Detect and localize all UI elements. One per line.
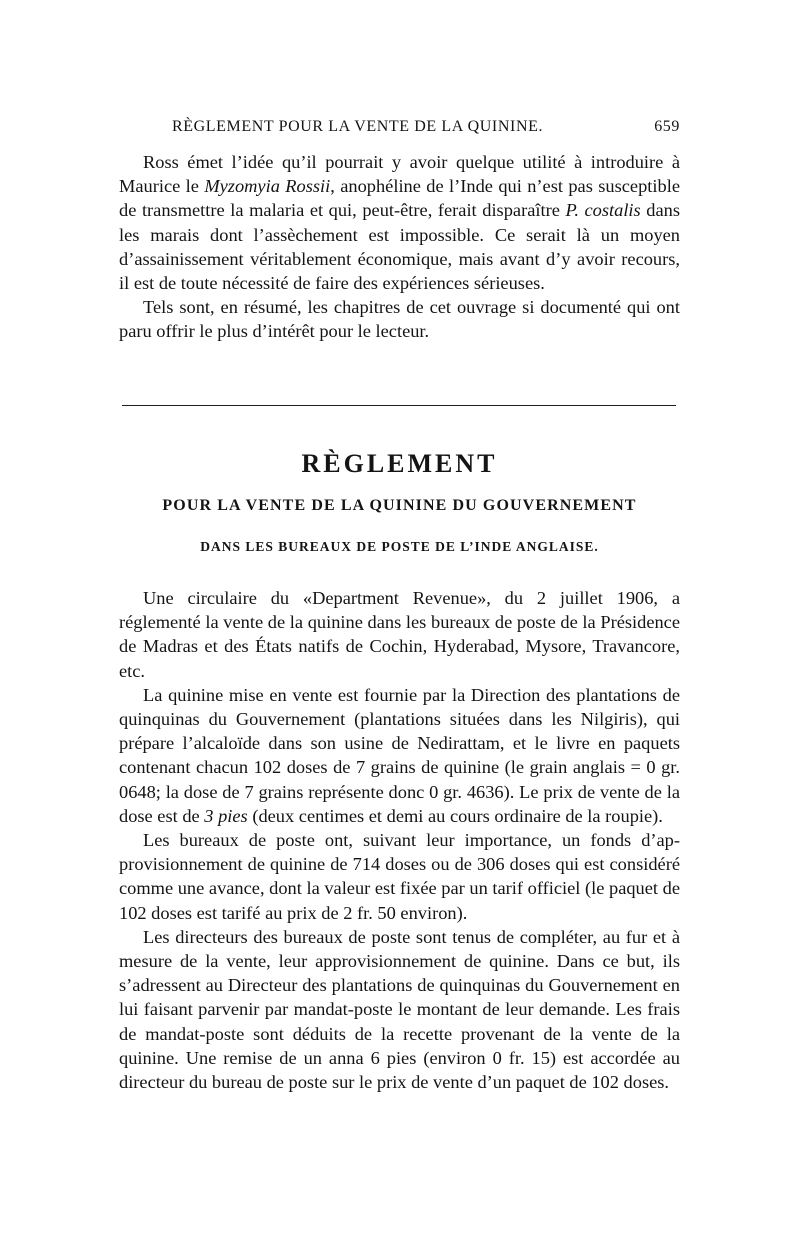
body-p2-text-b: (deux centimes et demi au cours ordinaire de la roupie). [247,805,663,826]
intro-p1-text-c: dans les marais dont l’assèchement est impossible. Ce serait là un moyen d’assainissement véritablement économique, mais avant d’y avoir recours, il est de toute nécessité de faire des expériences sérieuses. [119,200,680,294]
section-title: RÈGLEMENT [301,449,498,478]
body-paragraph-3: Les bureaux de poste ont, suivant leur importance, un fonds d’approvisionnement de quinine de 714 doses ou de 306 doses qui est considéré comme une avance, dont la valeur est fixée par un tarif officiel (le paquet de 102 doses est tarifé au prix de 2 fr. 50 environ). [119,830,680,923]
section-subtitle: POUR LA VENTE DE LA QUININE DU GOUVERNEMENT [162,497,637,514]
body-paragraph-1: Une circulaire du «Department Revenue», du 2 juillet 1906, a réglementé la vente de la quinine dans les bureaux de poste de la Présidence de Madras et des États natifs de Cochin, Hyderabad, Mysore, Travancore, etc. [119,588,680,681]
running-title: RÈGLEMENT POUR LA VENTE DE LA QUININE. [172,118,544,135]
species-name-costalis: P. costalis [565,200,641,221]
body-text [119,586,680,1094]
intro-paragraph-1 [119,150,680,295]
intro-p1-text-b: , anophéline de l’Inde qui n’est pas susceptible de transmettre la malaria et qui, peut-être, ferait disparaître [119,176,680,221]
running-head [118,118,680,142]
species-name-myzomyia: Myzomyia Rossii [204,176,331,197]
intro-p1-text-a: Ross émet l’idée qu’il pourrait y avoir quelque utilité à introduire à Maurice le [119,152,680,197]
section-divider [122,405,676,406]
section-subsubtitle: DANS LES BUREAUX DE POSTE DE L’INDE ANGLAISE. [200,539,599,554]
intro-paragraph-2: Tels sont, en résumé, les chapitres de cet ouvrage si documenté qui ont paru offrir le plus d’intérêt pour le lecteur. [119,297,680,342]
page-number: 659 [654,118,680,135]
intro-text [119,150,680,344]
section-heading [119,448,680,556]
body-paragraph-4: Les directeurs des bureaux de poste sont tenus de compléter, au fur et à mesure de la vente, leur approvisionnement de quinine. Dans ce but, ils s’adressent au Directeur des plantations de quinquinas du Gouvernement en lui faisant parvenir par mandat-poste le montant de leur demande. Les frais de mandat-poste sont déduits de la recette provenant de la vente de la quinine. Une remise de un anna 6 pies (environ 0 fr. 15) est accordée au directeur du bureau de poste sur le prix de vente d’un paquet de 102 doses. [119,926,680,1093]
body-paragraph-2 [119,683,680,828]
body-p2-text-a: La quinine mise en vente est fournie par la Direction des plantations de quinquinas du Gouvernement (plantations situées dans les Nilgiris), qui prépare l’alcaloïde dans son usine de Nedirattam, et le livre en paquets contenant chacun 102 doses de 7 grains de quinine (le grain anglais = 0 gr. 0648; la dose de 7 grains représente donc 0 gr. 4636). Le prix de vente de la dose est de [119,684,680,826]
price-3-pies: 3 pies [204,805,248,826]
